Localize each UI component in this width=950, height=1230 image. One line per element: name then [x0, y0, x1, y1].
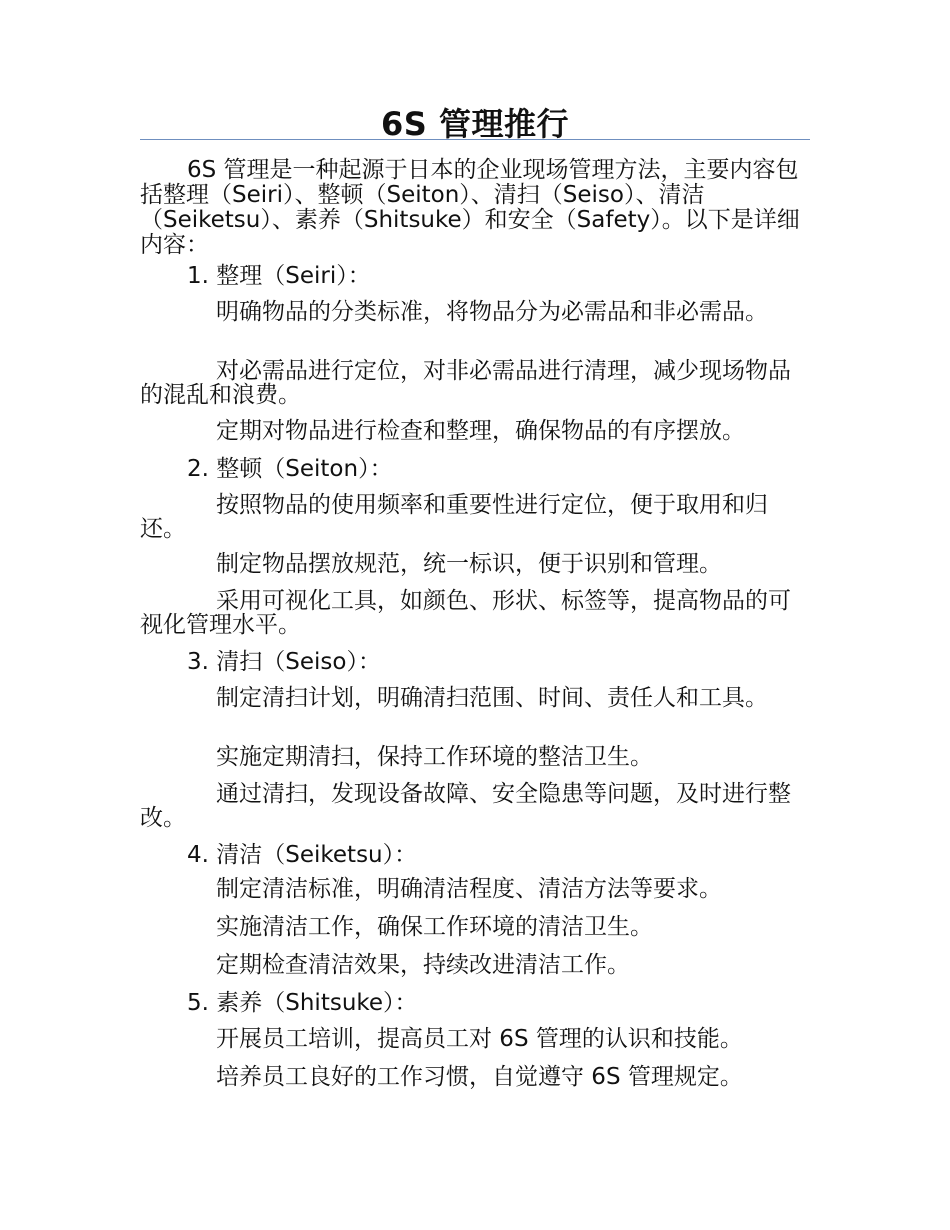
section-item: 定期检查清洁效果，持续改进清洁工作。 — [216, 952, 630, 978]
section-item: 开展员工培训，提高员工对 6S 管理的认识和技能。 — [216, 1026, 743, 1052]
section-item: 制定清洁标准，明确清洁程度、清洁方法等要求。 — [216, 876, 722, 902]
section-item: 培养员工良好的工作习惯，自觉遵守 6S 管理规定。 — [216, 1064, 743, 1090]
section-item: 制定物品摆放规范，统一标识，便于识别和管理。 — [216, 551, 722, 577]
section-item: 采用可视化工具，如颜色、形状、标签等，提高物品的可视化管理水平。 — [140, 588, 791, 638]
section-heading-seiri: 1. 整理（Seiri）： — [187, 263, 371, 289]
section-item: 实施定期清扫，保持工作环境的整洁卫生。 — [216, 744, 653, 770]
section-heading-seiton: 2. 整顿（Seiton）： — [187, 456, 393, 482]
intro-paragraph: 6S 管理是一种起源于日本的企业现场管理方法，主要内容包括整理（Seiri）、整顿（Seiton）、清扫（Seiso）、清洁（Seiketsu）、素养（Shitsuke）和安全（Safety）。以下是详细内容： — [140, 157, 800, 258]
section-heading-seiketsu: 4. 清洁（Seiketsu）： — [187, 842, 418, 868]
section-heading-seiso: 3. 清扫（Seiso）： — [187, 649, 381, 675]
section-item: 通过清扫，发现设备故障、安全隐患等问题，及时进行整改。 — [140, 781, 791, 831]
document-title: 6S 管理推行 — [381, 105, 569, 143]
section-item: 实施清洁工作，确保工作环境的清洁卫生。 — [216, 914, 653, 940]
section-item: 对必需品进行定位，对非必需品进行清理，减少现场物品的混乱和浪费。 — [140, 358, 791, 408]
section-item: 明确物品的分类标准，将物品分为必需品和非必需品。 — [216, 299, 768, 325]
section-item: 制定清扫计划，明确清扫范围、时间、责任人和工具。 — [216, 685, 768, 711]
section-item: 定期对物品进行检查和整理，确保物品的有序摆放。 — [216, 418, 745, 444]
section-item: 按照物品的使用频率和重要性进行定位，便于取用和归还。 — [140, 492, 768, 542]
title-underline — [140, 139, 810, 140]
section-heading-shitsuke: 5. 素养（Shitsuke）： — [187, 990, 418, 1016]
